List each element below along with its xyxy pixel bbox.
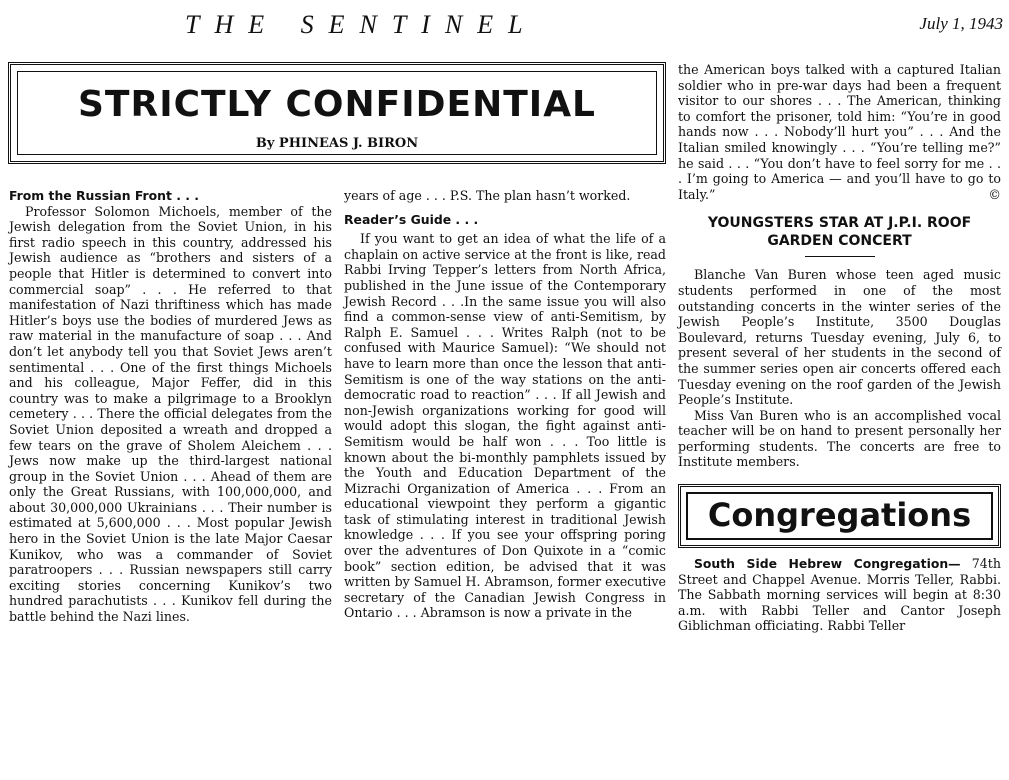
column-2 [344, 188, 666, 621]
section-heading-russian-front: From the Russian Front . . . [9, 188, 199, 203]
congregation-details: 74th Street and Chappel Avenue. Morris Teller, Rabbi. The Sabbath morning services will begin at 8:30 a.m. with Rabbi Teller and Cantor Joseph Giblichman officiating. Rabbi Teller [678, 556, 1001, 634]
concert-paragraph-2: Miss Van Buren who is an accomplished vocal teacher will be on hand to present personally her performing students. The concerts are free to Institute members. [678, 407, 1001, 470]
headline-rule [805, 256, 875, 257]
italian-soldier-text [678, 62, 1001, 202]
continued-text: years of age . . . P.S. The plan hasn’t worked. [344, 188, 631, 203]
column-title-box-inner [17, 71, 657, 155]
column-1 [9, 188, 332, 625]
russian-front-text: Professor Solomon Michoels, member of the Jewish delegation from the Soviet Union, in his first radio speech in this country, addressed his Jewish audience as “brothers and sisters of a people that Hitler is determined to convert into commercial soap” . . . He referred to that manifestation of Nazi thriftiness which has made Hitler’s boys use the bodies of murdered Jews as raw material in the manufacture of soap . . . And don’t let anybody tell you that Soviet Jews aren’t sentimental . . . One of the first things Michoels and his colleague, Major Feffer, did in this country was to make a pilgrimage to a Brooklyn cemetery . . . There the official delegates from the Soviet Union deposited a wreath and dropped a few tears on the grave of Sholem Aleichem . . . Jews now make up the third-largest national group in the Soviet Union . . . Ahead of them are only the Great Russians, with 100,000,000, and about 30,000,000 Ukrainians . . . Their number is estimated at 5,600,000 . . . Most popular Jewish hero in the Soviet Union is the late Major Caesar Kunikov, who was a commander of Soviet paratroopers . . . Russian newspapers still carry exciting stories concerning Kunikov’s two hundred parachutists . . . Kunikov fell during the battle behind the Nazi lines. [9, 203, 332, 625]
italian-soldier-body: the American boys talked with a captured Italian soldier who in pre-war days had been a frequent visitor to our shores . . . The American, thinking to comfort the prisoner, told him: “You’re in good hands now . . . Nobody’ll hurt you” . . . And the Italian smiled knowingly . . . “You’re telling me?” he said . . . “You don’t have to feel sorry for me . . . I’m going to America — and you’ll have to go to Italy.” [678, 62, 1001, 202]
column-byline: By PHINEAS J. BIRON [255, 136, 419, 151]
issue-date: July 1, 1943 [919, 14, 1003, 33]
readers-guide-text: If you want to get an idea of what the life of a chaplain on active service at the front is like, read Rabbi Irving Tepper’s letters from North Africa, published in the June issue of the Contemporary Jewish Record . . .In the same issue you will also find a common-sense view of anti-Semitism, by Ralph E. Samuel . . . Writes Ralph (not to be confused with Maurice Samuel): “We should not have to learn more than once the lesson that anti-Semitism is one of the way stations on the anti-democratic road to reaction” . . . If all Jewish and non-Jewish organizations working for good will would adopt this slogan, the fight against anti-Semitism would be half won . . . Too little is known about the bi-monthly pamphlets issued by the Youth and Education Department of the Mizrachi Organization of America . . . From an educational viewpoint they perform a gigantic task of stimulating interest in traditional Jewish knowledge . . . If you see your offspring poring over the adventures of Don Quixote in a “comic book” section edition, be advised that it was written by Samuel H. Abramson, former executive secretary of the Canadian Jewish Congress in Ontario . . . Abramson is now a private in the [344, 231, 666, 621]
copyright-symbol: © [988, 186, 1001, 202]
newspaper-title: THE SENTINEL [185, 10, 538, 39]
column-title: STRICTLY CONFIDENTIAL [77, 84, 596, 125]
congregations-box [678, 484, 1001, 548]
concert-paragraph-1: Blanche Van Buren whose teen aged music students performed in one of the most outstanding concerts in the winter series of the Jewish People’s Institute, 3500 Douglas Boulevard, returns Tuesday evening, July 6, to present several of her students in the second of the summer series open air concerts offered each Tuesday evening on the roof garden of the Jewish People’s Institute. [678, 267, 1001, 408]
column-3 [678, 62, 1001, 634]
congregations-title: Congregations [686, 492, 993, 540]
column-title-box [8, 62, 666, 164]
congregation-entry [678, 556, 1001, 634]
article-headline: YOUNGSTERS STAR AT J.P.I. ROOF GARDEN CONCERT [707, 215, 972, 250]
congregation-name: South Side Hebrew Congregation— [694, 556, 961, 572]
section-heading-readers-guide: Reader’s Guide . . . [344, 211, 479, 227]
